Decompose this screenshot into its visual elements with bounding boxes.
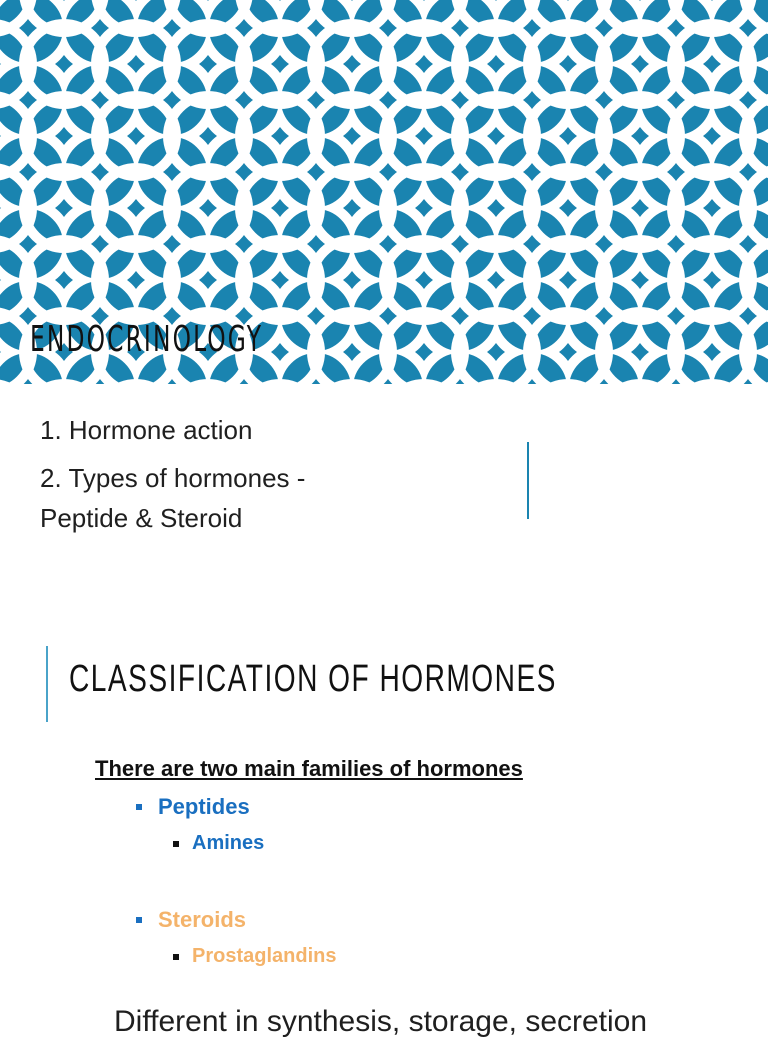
intro-heading: There are two main families of hormones: [95, 756, 523, 781]
family-label: Steroids: [158, 907, 247, 932]
family-label: Peptides: [158, 794, 250, 819]
list-item-amines: [173, 832, 264, 855]
body-text-truncated: Different in synthesis, storage, secretion: [114, 1005, 648, 1038]
slide-title: ENDOCRINOLOGY: [30, 319, 264, 360]
subfamily-label: Amines: [192, 832, 265, 854]
square-bullet-icon: [173, 841, 179, 847]
vertical-divider: [527, 442, 529, 519]
list-item-prostaglandins: [173, 945, 336, 968]
section-title: CLASSIFICATION OF HORMONES: [69, 658, 557, 700]
subfamily-label: Prostaglandins: [192, 945, 337, 967]
list-item-steroids: [136, 907, 246, 933]
agenda-item-types-of-hormones: 2. Types of hormones - Peptide & Steroid: [40, 463, 306, 533]
square-bullet-icon: [173, 954, 179, 960]
square-bullet-icon: [136, 804, 142, 810]
list-item-peptides: [136, 794, 250, 820]
square-bullet-icon: [136, 917, 142, 923]
agenda-item-hormone-action: 1. Hormone action: [40, 415, 253, 445]
title-accent-bar: [46, 646, 48, 722]
